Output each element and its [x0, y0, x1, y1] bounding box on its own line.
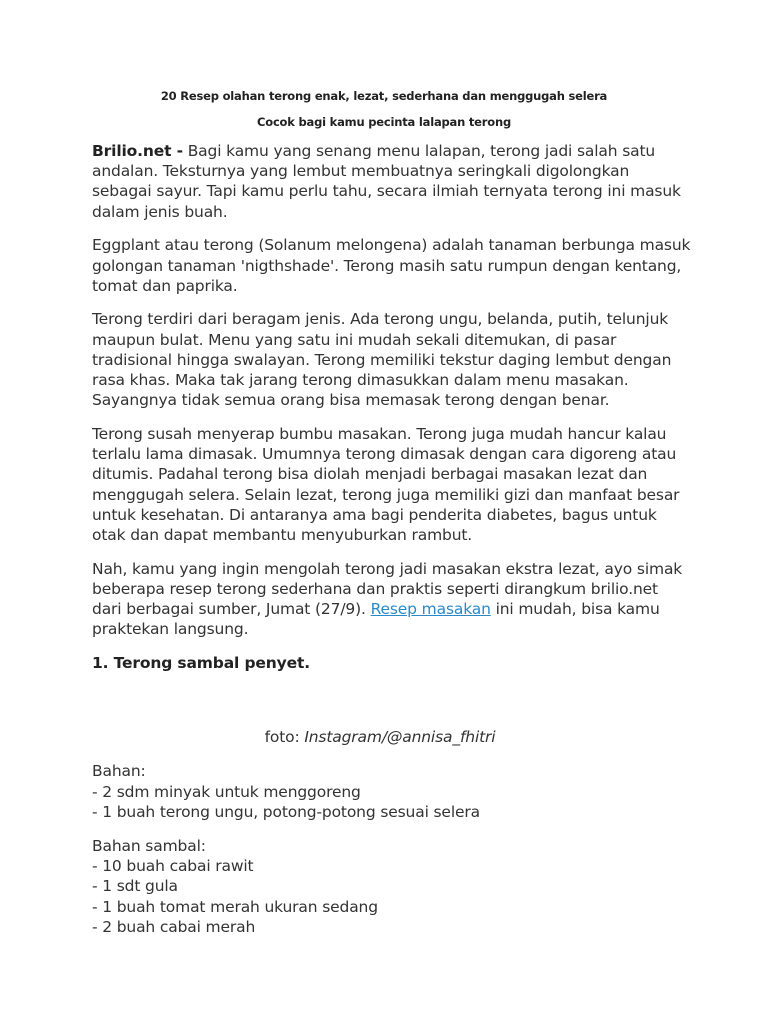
paragraph-eggplant: Eggplant atau terong (Solanum melongena) adalah tanaman berbunga masuk golongan tanaman 'nigthshade'. Terong masih satu rumpun dengan kentang, tomat dan paprika.	[92, 236, 691, 295]
photo-source: Instagram/@annisa_fhitri	[304, 728, 496, 747]
resep-masakan-link[interactable]: Resep masakan	[370, 600, 491, 619]
bahan-list	[92, 761, 692, 822]
paragraph-cooking: Terong susah menyerap bumbu masakan. Terong juga mudah hancur kalau terlalu lama dimasak. Umumnya terong dimasak dengan cara digoreng atau ditumis. Padahal terong bisa diolah menjadi berbagai masakan lezat dan menggugah selera. Selain lezat, terong juga memiliki gizi dan manfaat besar untuk kesehatan. Di antaranya ama bagi penderita diabetes, bagus untuk otak dan dapat membantu menyuburkan rambut.	[92, 424, 680, 544]
article-body	[92, 141, 692, 951]
closing-paragraph	[92, 559, 692, 640]
document-title: 20 Resep olahan terong enak, lezat, sederhana dan menggugah selera	[160, 89, 608, 103]
list-item: - 1 buah terong ungu, potong-potong sesuai selera	[92, 802, 480, 821]
closing-text-before: Nah, kamu yang ingin mengolah terong jadi masakan ekstra lezat, ayo simak beberapa resep terong sederhana dan praktis seperti dirangkum brilio.net dari berbagai sumber, Jumat (27/9).	[92, 559, 683, 619]
document-subtitle: Cocok bagi kamu pecinta lalapan terong	[257, 115, 511, 129]
recipe-heading: 1. Terong sambal penyet.	[92, 653, 310, 672]
photo-caption	[92, 727, 668, 747]
list-item: - 1 sdt gula	[92, 877, 178, 896]
sambal-label: Bahan sambal:	[92, 836, 206, 855]
list-item: - 2 buah cabai merah	[92, 917, 256, 936]
photo-label: foto:	[264, 728, 305, 747]
paragraph-types: Terong terdiri dari beragam jenis. Ada terong ungu, belanda, putih, telunjuk maupun bulat. Menu yang satu ini mudah sekali ditemukan, di pasar tradisional hingga swalayan. Terong memiliki tekstur daging lembut dengan rasa khas. Maka tak jarang terong dimasukkan dalam menu masakan. Sayangnya tidak semua orang bisa memasak terong dengan benar.	[92, 310, 672, 410]
list-item: - 1 buah tomat merah ukuran sedang	[92, 897, 378, 916]
source-brand: Brilio.net -	[92, 142, 183, 160]
intro-paragraph	[92, 141, 692, 222]
bahan-label: Bahan:	[92, 762, 146, 781]
list-item: - 2 sdm minyak untuk menggoreng	[92, 782, 361, 801]
closing-text-after: ini mudah, bisa kamu praktekan langsung.	[92, 600, 660, 639]
sambal-list	[92, 836, 692, 937]
intro-text: Bagi kamu yang senang menu lalapan, terong jadi salah satu andalan. Teksturnya yang lembut membuatnya seringkali digolongkan sebagai sayur. Tapi kamu perlu tahu, secara ilmiah ternyata terong ini masuk dalam jenis buah.	[92, 142, 681, 221]
list-item: - 10 buah cabai rawit	[92, 857, 254, 876]
